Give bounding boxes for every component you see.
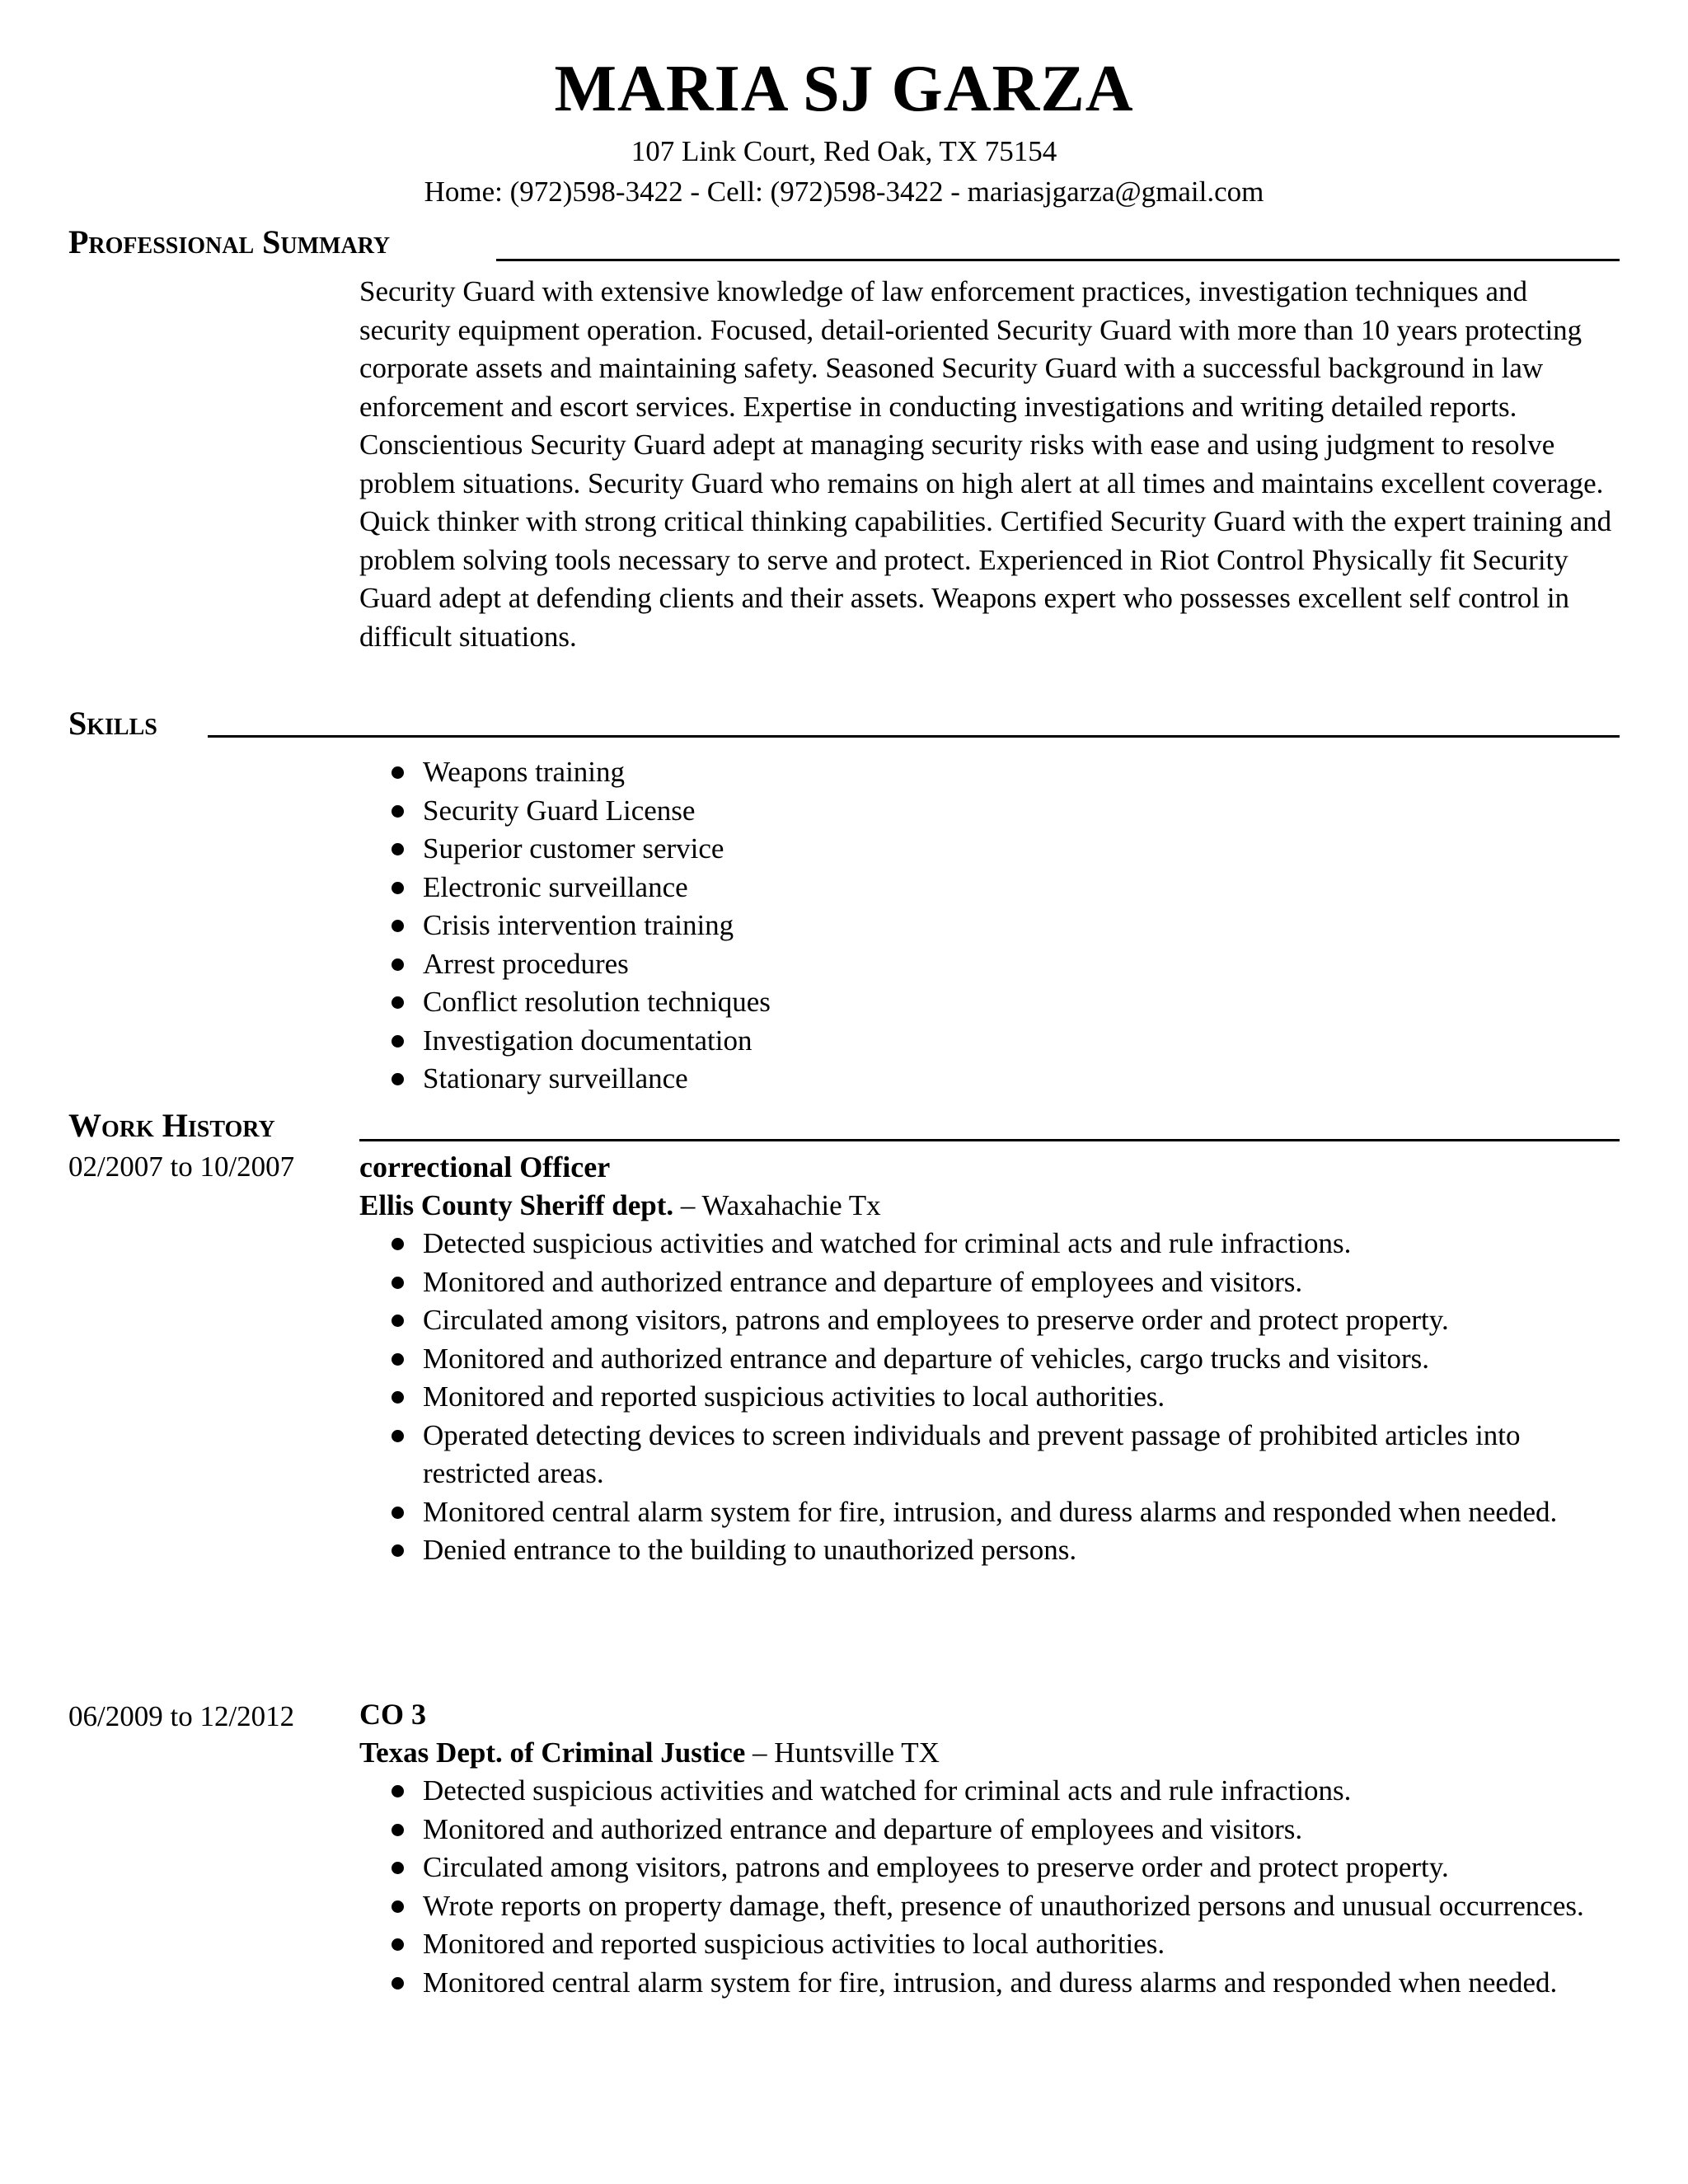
skill-item: Weapons training [383, 753, 1537, 792]
skills-list [383, 753, 1537, 1099]
job-dates: 06/2009 to 12/2012 [68, 1700, 295, 1732]
job-duty: Circulated among visitors, patrons and employees to preserve order and protect property. [383, 1849, 1620, 1887]
skill-item: Arrest procedures [383, 945, 1537, 984]
summary-text: Security Guard with extensive knowledge of law enforcement practices, investigation techniques and security equipment operation. Focused, detail-oriented Security Guard with more than 10 years protecting corporate assets and maintaining safety. Seasoned Security Guard with a successful background in law enforcement and escort services. Expertise in conducting investigations and writing detailed reports. Conscientious Security Guard adept at managing security risks with ease and using judgment to resolve problem situations. Security Guard who remains on high alert at all times and maintains excellent coverage. Quick thinker with strong critical thinking capabilities. Certified Security Guard with the expert training and problem solving tools necessary to serve and protect. Experienced in Riot Control Physically fit Security Guard adept at defending clients and their assets. Weapons expert who possesses excellent self control in difficult situations. [359, 275, 1612, 653]
skill-item: Investigation documentation [383, 1022, 1537, 1061]
job-duty: Monitored and authorized entrance and departure of vehicles, cargo trucks and visitors. [383, 1340, 1620, 1379]
job-dates: 02/2007 to 10/2007 [68, 1151, 295, 1183]
job-employer [359, 1734, 940, 1773]
job-duties-list [383, 1225, 1620, 1570]
skill-item: Stationary surveillance [383, 1060, 1537, 1099]
skill-item: Conflict resolution techniques [383, 983, 1537, 1022]
job-duty: Detected suspicious activities and watched for criminal acts and rule infractions. [383, 1225, 1620, 1263]
skill-item: Superior customer service [383, 830, 1537, 869]
work-history-divider [359, 1139, 1620, 1141]
employer-name: Ellis County Sheriff dept. [359, 1189, 674, 1221]
job-duty: Monitored and reported suspicious activities to local authorities. [383, 1378, 1620, 1417]
job-duty: Operated detecting devices to screen individuals and prevent passage of prohibited articles into restricted areas. [383, 1417, 1620, 1493]
job-duty: Monitored and authorized entrance and departure of employees and visitors. [383, 1263, 1620, 1302]
job-duties-list [383, 1772, 1620, 2002]
job-duty: Wrote reports on property damage, theft, presence of unauthorized persons and unusual occurrences. [383, 1887, 1620, 1926]
employer-location: – Huntsville TX [745, 1736, 940, 1769]
skill-item: Electronic surveillance [383, 869, 1537, 907]
summary-divider [496, 259, 1620, 261]
job-duty: Monitored central alarm system for fire, intrusion, and duress alarms and responded when needed. [383, 1964, 1620, 2003]
candidate-name: MARIA SJ GARZA [554, 53, 1134, 125]
job-duty: Monitored central alarm system for fire, intrusion, and duress alarms and responded when needed. [383, 1493, 1620, 1532]
contact-line: Home: (972)598-3422 - Cell: (972)598-3422 - mariasjgarza@gmail.com [424, 176, 1264, 208]
employer-location: – Waxahachie Tx [673, 1189, 881, 1221]
summary-heading: Professional Summary [68, 223, 391, 260]
job-duty: Monitored and authorized entrance and departure of employees and visitors. [383, 1811, 1620, 1849]
work-history-heading: Work History [68, 1107, 275, 1144]
skills-heading: Skills [68, 705, 157, 742]
skill-item: Crisis intervention training [383, 907, 1537, 945]
job-duty: Denied entrance to the building to unauthorized persons. [383, 1531, 1620, 1570]
address-line: 107 Link Court, Red Oak, TX 75154 [631, 135, 1057, 167]
skills-divider [208, 735, 1620, 738]
job-title: CO 3 [359, 1698, 426, 1731]
job-title: correctional Officer [359, 1151, 611, 1183]
job-duty: Circulated among visitors, patrons and employees to preserve order and protect property. [383, 1301, 1620, 1340]
job-employer [359, 1187, 881, 1226]
employer-name: Texas Dept. of Criminal Justice [359, 1736, 746, 1769]
job-duty: Monitored and reported suspicious activities to local authorities. [383, 1925, 1620, 1964]
job-duty: Detected suspicious activities and watched for criminal acts and rule infractions. [383, 1772, 1620, 1811]
skill-item: Security Guard License [383, 792, 1537, 831]
